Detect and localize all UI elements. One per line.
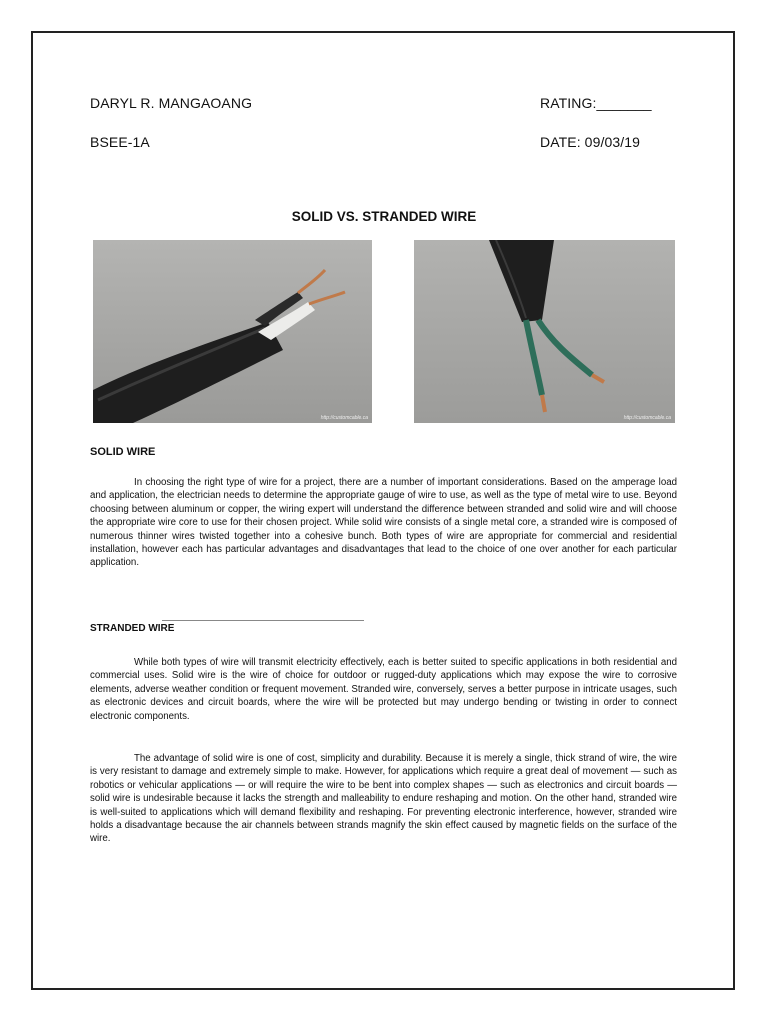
stranded-wire-photo — [414, 240, 675, 423]
document-title: SOLID VS. STRANDED WIRE — [291, 209, 477, 224]
stranded-wire-paragraph-2: The advantage of solid wire is one of cost, simplicity and durability. Because it is merely a single, thick strand of wire, the wire is very resistant to damage and extremely simple to make. However, for applications which require a great deal of movement — such as robotics or vehicular applications — or will require the wire to be bent into complex shapes — such as electronics and circuit boards — solid wire is undesirable because it lacks the strength and malleability to endure reshaping and motion. On the other hand, stranded wire is well-suited to applications which will demand flexibility and reshaping. For preventing electronic interference, however, stranded wire holds a disadvantage because the air channels between strands magnify the skin effect caused by magnetic fields on the surface of the wire. — [90, 753, 677, 845]
divider-line — [162, 620, 364, 621]
stranded-wire-heading: STRANDED WIRE — [90, 623, 175, 634]
photo-credit: http://customcable.ca — [623, 415, 671, 421]
solid-wire-photo — [93, 240, 372, 423]
solid-wire-heading: SOLID WIRE — [90, 446, 156, 458]
rating-field: RATING:_______ — [540, 95, 652, 111]
student-name: DARYL R. MANGAOANG — [90, 95, 253, 111]
photo-credit: http://customcable.ca — [320, 415, 368, 421]
course-code: BSEE-1A — [90, 134, 150, 150]
stranded-wire-paragraph-1: While both types of wire will transmit electricity effectively, each is better suited to specific applications in both residential and commercial uses. Solid wire is the wire of choice for outdoor or rugged-duty applications which may expose the wire to corrosive elements, adverse weather condition or frequent movement. Stranded wire, conversely, serves a better purpose in intricate usages, such as electronic devices and circuit boards, where the wire will be protected but may undergo bending or twisting in order to connect electronic components. — [90, 657, 677, 722]
solid-wire-paragraph: In choosing the right type of wire for a project, there are a number of important considerations. Based on the amperage load and application, the electrician needs to determine the appropriate gauge of wire to use, as well as the type of metal wire to use. Beyond choosing between aluminum or copper, the wiring expert will understand the difference between stranded and solid wire and will choose the appropriate wire core to use for their chosen project. While solid wire consists of a single metal core, a stranded wire is composed of numerous thinner wires twisted together into a cohesive bunch. Both types of wire are appropriate for commercial and residential installation, however each has particular advantages and disadvantages that lead to the choice of one over another for each particular application. — [90, 477, 677, 569]
date-field: DATE: 09/03/19 — [540, 134, 640, 150]
